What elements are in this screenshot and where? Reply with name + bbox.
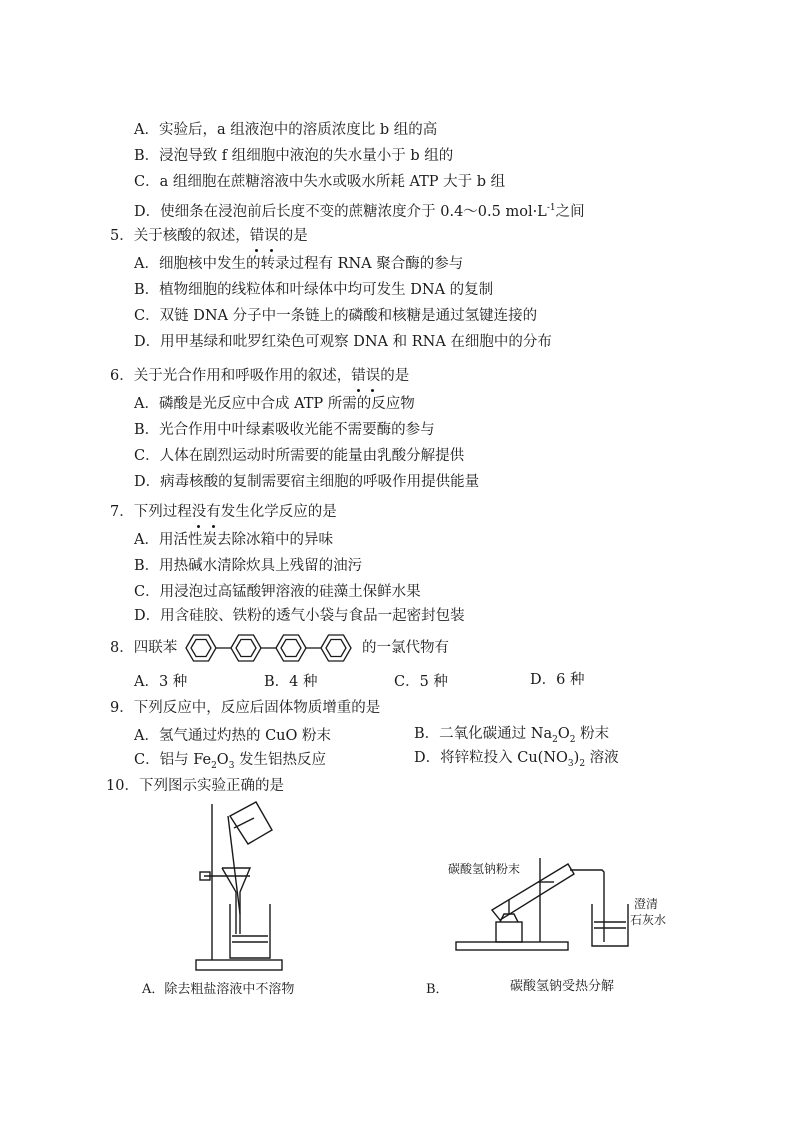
q8-stem-post: 的一氯代物有	[362, 640, 449, 656]
q6-option-a: A．磷酸是光反应中合成 ATP 所需的反应物	[134, 396, 415, 412]
q5-option-b: B．植物细胞的线粒体和叶绿体中均可发生 DNA 的复制	[134, 282, 494, 298]
q5-option-d: D．用甲基绿和吡罗红染色可观察 DNA 和 RNA 在细胞中的分布	[134, 334, 552, 350]
q7-stem: 7．下列过程没有发生化学反应的是	[110, 504, 337, 520]
q7-option-d: D．用含硅胶、铁粉的透气小袋与食品一起密封包装	[134, 608, 465, 624]
q9-stem: 9．下列反应中，反应后固体物质增重的是	[110, 700, 381, 716]
limewater-label-line2: 石灰水	[630, 913, 667, 927]
q9-option-b: B．二氧化碳通过 $Na_2O_2$ 粉末	[414, 726, 610, 745]
q8-option-b: B．4 种	[264, 674, 318, 690]
q7-option-c: C．用浸泡过高锰酸钾溶液的硅藻土保鲜水果	[134, 584, 421, 600]
q5-option-c: C．双链 DNA 分子中一条链上的磷酸和核糖是通过氢键连接的	[134, 308, 538, 324]
q7-option-b: B．用热碱水清除炊具上残留的油污	[134, 558, 363, 574]
sodium-bicarbonate-powder-label: 碳酸氢钠粉末	[448, 862, 521, 876]
q6-option-b: B．光合作用中叶绿素吸收光能不需要酶的参与	[134, 422, 435, 438]
q4-option-a: A．实验后，a 组液泡中的溶质浓度比 b 组的高	[134, 122, 438, 138]
q4-option-c: C．a 组细胞在蔗糖溶液中失水或吸水所耗 ATP 大于 b 组	[134, 174, 506, 190]
filtration-apparatus-figure	[190, 796, 290, 976]
limewater-label-line1: 澄清	[634, 897, 659, 911]
q5-option-a: A．细胞核中发生的转录过程有 RNA 聚合酶的参与	[134, 256, 464, 272]
q8-stem-pre: 8．四联苯	[110, 640, 178, 656]
q8-option-c: C．5 种	[394, 674, 448, 690]
q6-stem: 6．关于光合作用和呼吸作用的叙述，错误的是	[110, 368, 410, 384]
q6-option-d: D．病毒核酸的复制需要宿主细胞的呼吸作用提供能量	[134, 474, 480, 490]
q7-option-a: A．用活性炭去除冰箱中的异味	[134, 532, 333, 548]
figure-a-caption: A．除去粗盐溶液中不溶物	[142, 982, 295, 997]
q9-option-a: A．氢气通过灼热的 CuO 粉末	[134, 728, 332, 744]
q8-option-a: A．3 种	[134, 674, 188, 690]
figure-b-caption: 碳酸氢钠受热分解	[510, 979, 615, 994]
q4-option-d: D．使细条在浸泡前后长度不变的蔗糖浓度介于 0.4～0.5 $mol\cdot L^{-1}$之间	[134, 203, 585, 220]
q8-option-d: D．6 种	[530, 672, 585, 688]
q9-option-c: C．铝与 $Fe_2O_3$ 发生铝热反应	[134, 752, 327, 771]
q10-stem: 10．下列图示实验正确的是	[106, 778, 284, 794]
q4-option-b: B．浸泡导致 f 组细胞中液泡的失水量小于 b 组的	[134, 148, 454, 164]
q9-option-d: D．将锌粒投入 $Cu(NO_3)_2$ 溶液	[414, 750, 619, 769]
q5-stem: 5．关于核酸的叙述，错误的是	[110, 228, 308, 244]
quaterphenyl-structure	[183, 633, 361, 663]
q6-option-c: C．人体在剧烈运动时所需要的能量由乳酸分解提供	[134, 448, 465, 464]
figure-b-letter: B．	[426, 982, 449, 997]
